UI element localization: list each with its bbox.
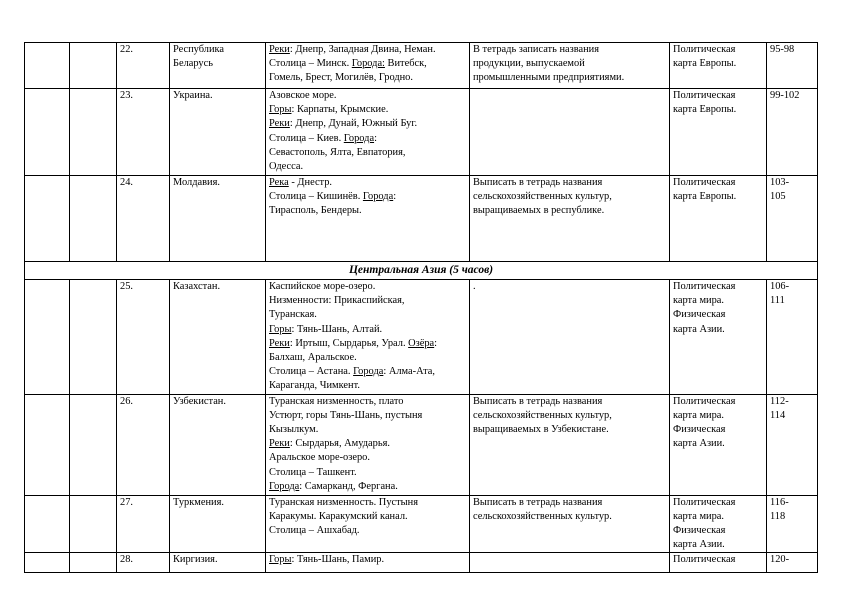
text-run: Столица – Астана. bbox=[269, 366, 354, 378]
underlined-term: Реки bbox=[269, 337, 290, 349]
country-name bbox=[170, 89, 266, 176]
lesson-content-line bbox=[269, 437, 466, 451]
lesson-content-line bbox=[269, 524, 466, 538]
underlined-term: Города bbox=[343, 132, 375, 144]
page-range-line: 112- bbox=[770, 395, 789, 407]
page-range-line: 105 bbox=[770, 191, 786, 203]
country-name bbox=[170, 553, 266, 573]
table-row bbox=[25, 394, 818, 495]
homework-task-line: В тетрадь записать названия bbox=[473, 44, 599, 55]
text-run: Туранская низменность, плато bbox=[269, 395, 404, 407]
lesson-content-line bbox=[269, 117, 466, 131]
text-run: Туранская низменность. Пустыня bbox=[269, 496, 418, 508]
country-name-line: Беларусь bbox=[173, 58, 213, 70]
lesson-content-line bbox=[269, 146, 466, 160]
text-run: Каракумы. Каракумский канал. bbox=[269, 510, 408, 522]
underlined-term: Горы bbox=[269, 104, 292, 116]
text-run: Устюрт, горы Тянь-Шань, пустыня bbox=[269, 409, 423, 421]
text-run: Витебск, bbox=[384, 58, 427, 70]
lesson-content bbox=[266, 176, 470, 262]
lesson-content-line bbox=[269, 89, 466, 103]
text-run: Столица – Кишинёв. bbox=[269, 191, 363, 203]
lesson-content-line bbox=[269, 423, 466, 437]
text-run: : Карпаты, Крымские. bbox=[291, 104, 389, 116]
country-name bbox=[170, 176, 266, 262]
homework-task-line: Выписать в тетрадь названия bbox=[473, 177, 603, 188]
map-reference-line: карта Европы. bbox=[673, 104, 737, 116]
lesson-number: 24. bbox=[117, 176, 170, 262]
homework-task bbox=[470, 43, 670, 89]
underlined-term: Реки bbox=[269, 44, 290, 55]
underlined-term: Озёра bbox=[408, 337, 435, 349]
table-row bbox=[25, 280, 818, 395]
table-row bbox=[25, 495, 818, 553]
homework-task bbox=[470, 176, 670, 262]
text-run: : Тянь-Шань, Памир. bbox=[291, 554, 385, 566]
page-range bbox=[767, 176, 818, 262]
lesson-content-line bbox=[269, 351, 466, 365]
map-reference bbox=[670, 553, 767, 573]
blank-col-2 bbox=[70, 43, 117, 89]
lesson-content-line bbox=[269, 466, 466, 480]
lesson-content bbox=[266, 280, 470, 395]
text-run: Низменности: Прикаспийская, bbox=[269, 295, 405, 307]
page-range-line: 111 bbox=[770, 295, 785, 307]
lesson-number: 28. bbox=[117, 553, 170, 573]
page-range-line: 103- bbox=[770, 177, 790, 188]
lesson-content bbox=[266, 495, 470, 553]
lesson-number: 22. bbox=[117, 43, 170, 89]
blank-col-2 bbox=[70, 495, 117, 553]
homework-task-line: . bbox=[473, 281, 476, 292]
text-run: : Самарканд, Фергана. bbox=[299, 480, 398, 492]
map-reference-line: карта Азии. bbox=[673, 323, 725, 335]
homework-task-line: выращиваемых в республике. bbox=[473, 205, 605, 217]
text-run: : Иртыш, Сырдарья, Урал. bbox=[289, 337, 409, 349]
map-reference bbox=[670, 89, 767, 176]
text-run: - Днестр. bbox=[288, 177, 333, 188]
section-title: Центральная Азия (5 часов) bbox=[25, 262, 818, 280]
homework-task bbox=[470, 495, 670, 553]
section-header-row bbox=[25, 262, 818, 280]
lesson-number: 26. bbox=[117, 394, 170, 495]
lesson-content-line bbox=[269, 496, 466, 510]
homework-task bbox=[470, 553, 670, 573]
lesson-content-line bbox=[269, 365, 466, 379]
blank-col-2 bbox=[70, 280, 117, 395]
lesson-content-line bbox=[269, 308, 466, 322]
lesson-content-line bbox=[269, 553, 466, 567]
lesson-content-line bbox=[269, 103, 466, 117]
country-name bbox=[170, 280, 266, 395]
page-range-line: 106- bbox=[770, 281, 790, 292]
blank-col-1 bbox=[25, 176, 70, 262]
country-name-line: Украина. bbox=[173, 90, 213, 101]
country-name-line: Республика bbox=[173, 44, 225, 55]
blank-col-1 bbox=[25, 553, 70, 573]
table-row bbox=[25, 176, 818, 262]
table-row bbox=[25, 43, 818, 89]
blank-col-1 bbox=[25, 43, 70, 89]
text-run: Столица – Киев. bbox=[269, 132, 344, 144]
blank-col-2 bbox=[70, 394, 117, 495]
lesson-content bbox=[266, 394, 470, 495]
blank-col-1 bbox=[25, 89, 70, 176]
lesson-content-line bbox=[269, 280, 466, 294]
lesson-content-line bbox=[269, 451, 466, 465]
text-run: : bbox=[374, 132, 377, 144]
lesson-content-line bbox=[269, 71, 466, 85]
lesson-content-line bbox=[269, 294, 466, 308]
map-reference-line: Физическая bbox=[673, 309, 726, 321]
text-run: : Алма-Ата, bbox=[383, 366, 435, 378]
page-range bbox=[767, 553, 818, 573]
text-run: Азовское море. bbox=[269, 90, 337, 101]
country-name-line: Молдавия. bbox=[173, 177, 220, 188]
lesson-number: 27. bbox=[117, 495, 170, 553]
lesson-number: 25. bbox=[117, 280, 170, 395]
country-name bbox=[170, 394, 266, 495]
lesson-content-line bbox=[269, 409, 466, 423]
text-run: Аральское море-озеро. bbox=[269, 452, 370, 464]
lesson-content-line bbox=[269, 323, 466, 337]
lesson-content bbox=[266, 89, 470, 176]
text-run: Кызылкум. bbox=[269, 424, 319, 436]
underlined-term: Города: bbox=[351, 58, 385, 70]
text-run: Тирасполь, Бендеры. bbox=[269, 205, 362, 217]
lesson-content-line bbox=[269, 57, 466, 71]
lesson-content-line bbox=[269, 510, 466, 524]
map-reference-line: карта мира. bbox=[673, 295, 724, 307]
table-row bbox=[25, 553, 818, 573]
page-range-line: 95-98 bbox=[770, 44, 795, 55]
country-name-line: Казахстан. bbox=[173, 281, 221, 292]
underlined-term: Реки bbox=[269, 118, 290, 130]
table-body-asia bbox=[25, 280, 818, 573]
underlined-term: Города bbox=[362, 191, 394, 203]
lesson-content bbox=[266, 43, 470, 89]
country-name bbox=[170, 495, 266, 553]
text-run: Караганда, Чимкент. bbox=[269, 380, 360, 392]
page-range-line: 120- bbox=[770, 554, 790, 566]
table-row bbox=[25, 89, 818, 176]
lesson-plan-table bbox=[24, 42, 818, 573]
map-reference bbox=[670, 43, 767, 89]
page-range bbox=[767, 394, 818, 495]
lesson-content-line bbox=[269, 480, 466, 494]
homework-task bbox=[470, 394, 670, 495]
map-reference bbox=[670, 495, 767, 553]
homework-task-line: выращиваемых в Узбекистане. bbox=[473, 424, 609, 436]
map-reference-line: карта Азии. bbox=[673, 438, 725, 450]
blank-col-2 bbox=[70, 176, 117, 262]
underlined-term: Горы bbox=[269, 554, 292, 566]
map-reference-line: Политическая bbox=[673, 395, 736, 407]
blank-col-1 bbox=[25, 495, 70, 553]
lesson-content-line bbox=[269, 204, 466, 218]
page-range-line: 116- bbox=[770, 496, 789, 508]
homework-task-line: сельскохозяйственных культур, bbox=[473, 191, 612, 203]
text-run: : Сырдарья, Амударья. bbox=[289, 438, 390, 450]
map-reference-line: Политическая bbox=[673, 281, 736, 292]
map-reference-line: Политическая bbox=[673, 177, 736, 188]
map-reference-line: карта Европы. bbox=[673, 191, 737, 203]
text-run: Одесса. bbox=[269, 161, 304, 173]
blank-col-2 bbox=[70, 553, 117, 573]
blank-col-2 bbox=[70, 89, 117, 176]
page-range-line: 99-102 bbox=[770, 90, 800, 101]
text-run: Туранская. bbox=[269, 309, 317, 321]
lesson-content bbox=[266, 553, 470, 573]
text-run: : bbox=[434, 337, 438, 349]
section-header-group bbox=[25, 262, 818, 280]
text-run: Гомель, Брест, Могилёв, Гродно. bbox=[269, 72, 413, 84]
country-name bbox=[170, 43, 266, 89]
text-run: Каспийское море-озеро. bbox=[269, 281, 376, 292]
text-run: : bbox=[393, 191, 397, 203]
homework-task-line: Выписать в тетрадь названия bbox=[473, 395, 603, 407]
text-run: Севастополь, Ялта, Евпатория, bbox=[269, 146, 406, 158]
map-reference-line: Физическая bbox=[673, 424, 726, 436]
lesson-content-line bbox=[269, 160, 466, 174]
table-body-europe bbox=[25, 43, 818, 262]
country-name-line: Туркмения. bbox=[173, 496, 224, 508]
lesson-content-line bbox=[269, 43, 466, 57]
blank-col-1 bbox=[25, 394, 70, 495]
homework-task bbox=[470, 280, 670, 395]
page-range bbox=[767, 495, 818, 553]
page-range-line: 118 bbox=[770, 510, 786, 522]
lesson-content-line bbox=[269, 132, 466, 146]
page-range bbox=[767, 89, 818, 176]
homework-task bbox=[470, 89, 670, 176]
text-run: : Днепр, Западная Двина, Неман. bbox=[289, 44, 436, 55]
lesson-content-line bbox=[269, 379, 466, 393]
text-run: : Тянь-Шань, Алтай. bbox=[291, 323, 383, 335]
homework-task-line: продукции, выпускаемой bbox=[473, 58, 585, 70]
homework-task-line: Выписать в тетрадь названия bbox=[473, 496, 603, 508]
text-run: Столица – Минск. bbox=[269, 58, 352, 70]
lesson-number: 23. bbox=[117, 89, 170, 176]
page-range bbox=[767, 280, 818, 395]
map-reference bbox=[670, 394, 767, 495]
underlined-term: Города bbox=[269, 480, 300, 492]
country-name-line: Киргизия. bbox=[173, 554, 218, 566]
map-reference-line: карта мира. bbox=[673, 409, 724, 421]
page-range-line: 114 bbox=[770, 409, 786, 421]
underlined-term: Река bbox=[269, 177, 289, 188]
map-reference bbox=[670, 280, 767, 395]
map-reference-line: Политическая bbox=[673, 44, 736, 55]
map-reference bbox=[670, 176, 767, 262]
map-reference-line: Политическая bbox=[673, 90, 736, 101]
text-run: Столица – Ташкент. bbox=[269, 466, 357, 478]
page-range bbox=[767, 43, 818, 89]
text-run: Балхаш, Аральское. bbox=[269, 352, 357, 364]
homework-task-line: сельскохозяйственных культур, bbox=[473, 409, 612, 421]
map-reference-line: карта Азии. bbox=[673, 539, 725, 551]
homework-task-line: промышленными предприятиями. bbox=[473, 72, 625, 84]
underlined-term: Горы bbox=[269, 323, 292, 335]
blank-col-1 bbox=[25, 280, 70, 395]
underlined-term: Города bbox=[353, 366, 384, 378]
text-run: : Днепр, Дунай, Южный Буг. bbox=[289, 118, 418, 130]
underlined-term: Реки bbox=[269, 438, 290, 450]
map-reference-line: Физическая bbox=[673, 525, 726, 537]
lesson-content-line bbox=[269, 176, 466, 190]
text-run: Столица – Ашхабад. bbox=[269, 525, 360, 537]
map-reference-line: Политическая bbox=[673, 496, 736, 508]
homework-task-line: сельскохозяйственных культур. bbox=[473, 510, 612, 522]
lesson-content-line bbox=[269, 337, 466, 351]
map-reference-line: Политическая bbox=[673, 554, 736, 566]
map-reference-line: карта Европы. bbox=[673, 58, 737, 70]
map-reference-line: карта мира. bbox=[673, 510, 724, 522]
lesson-content-line bbox=[269, 395, 466, 409]
lesson-content-line bbox=[269, 190, 466, 204]
country-name-line: Узбекистан. bbox=[173, 395, 226, 407]
